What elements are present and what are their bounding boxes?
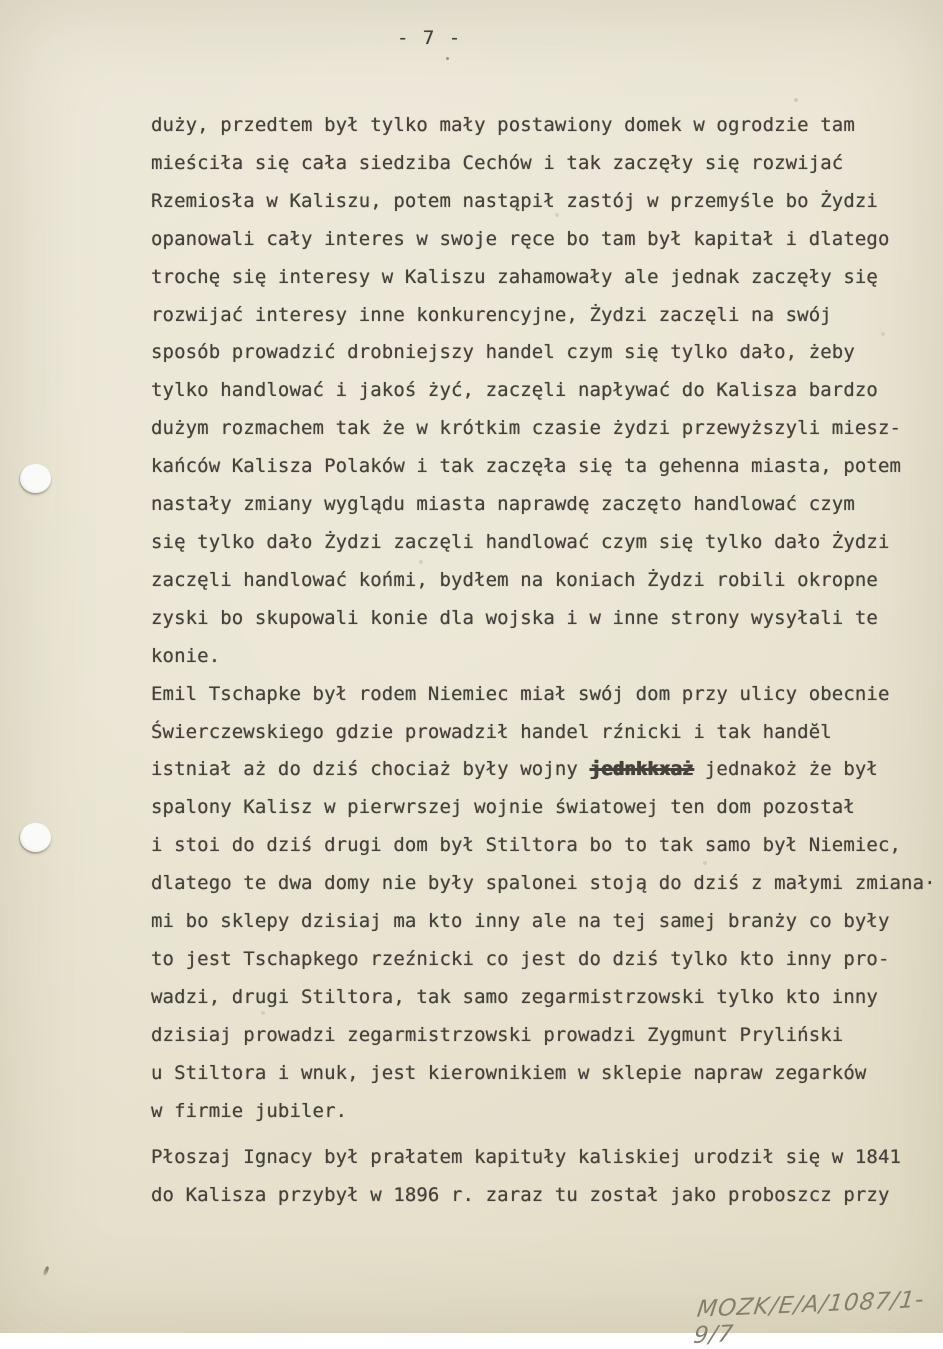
punch-hole-top [20, 464, 51, 493]
text-line: Świerczewskiego gdzie prowadził handel rźnicki i tak handĕl [151, 720, 832, 743]
paper-specks [0, 0, 2, 2]
text-line: rozwijać interesy inne konkurencyjne, Żydzi zaczęli na swój [151, 303, 832, 326]
text-line: opanowali cały interes w swoje ręce bo tam był kapitał i dlatego [151, 227, 890, 250]
text-line [151, 751, 936, 789]
text-segment: jednakoż że był [693, 758, 878, 781]
paragraph [151, 1139, 936, 1215]
text-line: to jest Tschapkego rzeźnicki co jest do dziś tylko kto inny pro- [151, 947, 890, 970]
text-line: trochę się interesy w Kaliszu zahamowały ale jednak zaczęły się [151, 265, 878, 288]
page-number: - 7 - [397, 27, 462, 49]
text-line: sposób prowadzić drobniejszy handel czym się tylko dało, żeby [151, 341, 855, 364]
text-line: spalony Kalisz w pierwrszej wojnie światowej ten dom pozostał [151, 796, 855, 819]
text-line: tylko handlować i jakoś żyć, zaczęli napływać do Kalisza bardzo [151, 379, 878, 402]
text-line: nastały zmiany wyglądu miasta naprawdę zaczęto handlować czym [151, 493, 855, 516]
paragraph [151, 676, 936, 1131]
punch-hole-bottom [20, 823, 51, 852]
text-line: mieściła się cała siedziba Cechów i tak zaczęły się rozwijać [151, 151, 844, 174]
text-line: kańców Kalisza Polaków i tak zaczęła się ta gehenna miasta, potem [151, 455, 902, 478]
text-line: w firmie jubiler. [151, 1099, 348, 1122]
text-line: wadzi, drugi Stiltora, tak samo zegarmistrzowski tylko kto inny [151, 985, 878, 1008]
text-line: duży, przedtem był tylko mały postawiony domek w ogrodzie tam [151, 114, 855, 136]
text-line: dzisiaj prowadzi zegarmistrzowski prowadzi Zygmunt Pryliński [151, 1023, 844, 1046]
text-line: do Kalisza przybył w 1896 r. zaraz tu został jako proboszcz przy [151, 1184, 890, 1207]
text-line: się tylko dało Żydzi zaczęli handlować czym się tylko dało Żydzi [151, 530, 890, 553]
typewritten-text [151, 107, 936, 1215]
text-line: dużym rozmachem tak że w krótkim czasie żydzi przewyższyli miesz- [151, 417, 902, 440]
text-line: dlatego te dwa domy nie były spalonei stoją do dziś z małymi zmiana· [151, 872, 936, 895]
text-line: konie. [151, 644, 221, 667]
text-line: Płoszaj Ignacy był prałatem kapituły kaliskiej urodził się w 1841 [151, 1146, 902, 1169]
text-line: Rzemiosła w Kaliszu, potem nastąpił zastój w przemyśle bo Żydzi [151, 189, 878, 212]
stray-dot [446, 57, 449, 60]
archive-reference-handwritten: MOZK/E/A/1087/1-9/7 [692, 1286, 927, 1349]
struck-out-word: jednkkxaż [589, 758, 694, 781]
text-line: Emil Tschapke był rodem Niemiec miał swój dom przy ulicy obecnie [151, 682, 890, 705]
text-segment: istniał aż do dziś chociaż były wojny [151, 758, 590, 781]
text-line: mi bo sklepy dzisiaj ma kto inny ale na tej samej branży co były [151, 910, 890, 933]
text-line: u Stiltora i wnuk, jest kierownikiem w sklepie napraw zegarków [151, 1061, 867, 1084]
pencil-mark [43, 1266, 50, 1277]
paragraph [151, 107, 936, 676]
text-line: zyski bo skupowali konie dla wojska i w inne strony wysyłali te [151, 606, 878, 629]
text-line: i stoi do dziś drugi dom był Stiltora bo to tak samo był Niemiec, [151, 834, 902, 857]
text-line: zaczęli handlować końmi, bydłem na koniach Żydzi robili okropne [151, 568, 878, 591]
